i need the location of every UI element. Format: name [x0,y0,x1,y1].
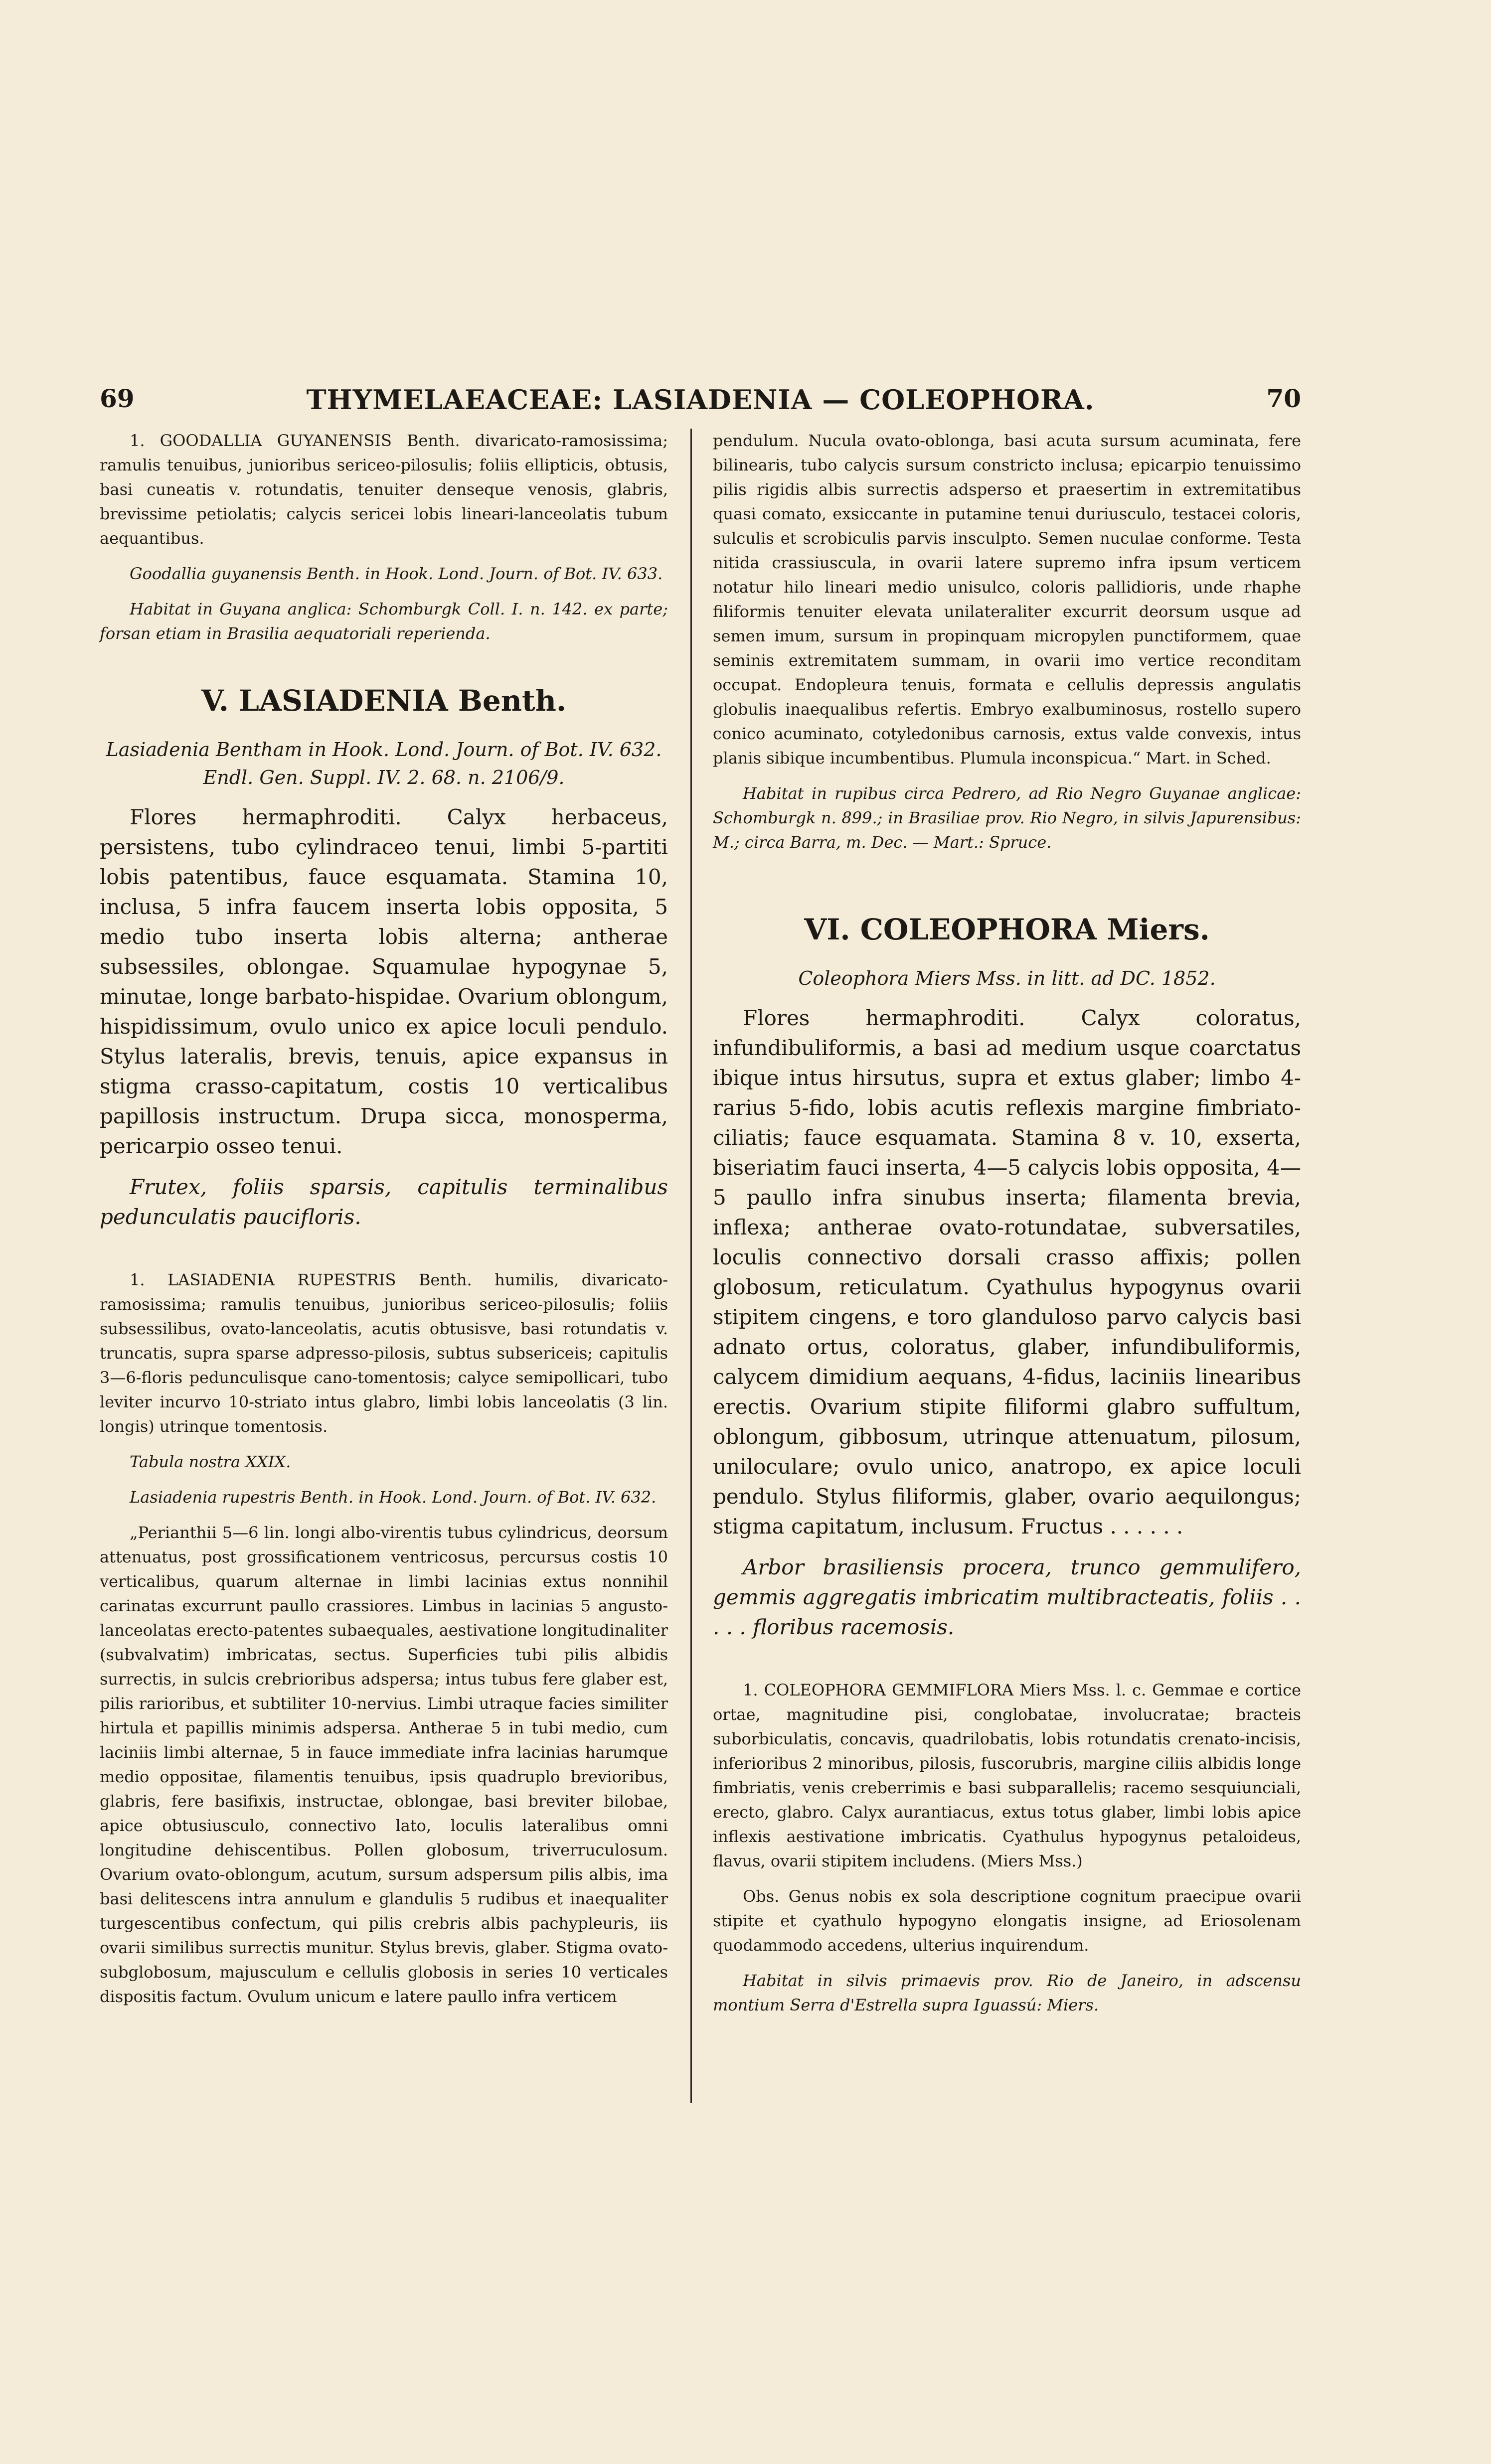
goodallia-habitat: Habitat in Guyana anglica: Schomburgk Coll. I. n. 142. ex parte; forsan etiam in Brasilia aequatoriali reperienda. [100,600,668,643]
running-header [100,384,1301,419]
coleophora-gemmiflora-description: 1. COLEOPHORA GEMMIFLORA Miers Mss. l. c. Gemmae e cortice ortae, magnitudine pisi, conglobatae, involucratae; bracteis suborbiculatis, concavis, quadrilobatis, lobis rotundatis crenato-incisis, inferioribus 2 minoribus, pilosis, fuscorubris, margine ciliis albidis longe fimbriatis, venis creberrimis e basi subparallelis; racemo sesquiunciali, erecto, glabro. Calyx aurantiacus, extus totus glaber, limbi lobis apice inflexis aestivatione imbricatis. Cyathulus hypogynus petaloideus, flavus, ovarii stipitem includens. (Miers Mss.) [713,1681,1301,1870]
coleophora-description: Flores hermaphroditi. Calyx coloratus, infundibuliformis, a basi ad medium usque coarctatus ibique intus hirsutus, supra et extus glaber; limbo 4- rarius 5-fido, lobis acutis reflexis margine fimbriato-ciliatis; fauce esquamata. Stamina 8 v. 10, exserta, biseriatim fauci inserta, 4—5 calycis lobis opposita, 4—5 paullo infra sinubus inserta; filamenta brevia, inflexa; antherae ovato-rotundatae, subversatiles, loculis connectivo dorsali crasso affixis; pollen globosum, reticulatum. Cyathulus hypogynus ovarii stipitem cingens, e toro glanduloso parvo calycis basi adnato ortus, coloratus, glaber, infundibuliformis, calycem dimidium aequans, 4-fidus, laciniis linearibus erectis. Ovarium stipite filiformi glabro suffultum, oblongum, gibbosum, utrinque attenuatum, pilosum, uniloculare; ovulo unico, anatropo, ex apice loculi pendulo. Stylus filiformis, glaber, ovario aequilongus; stigma capitatum, inclusum. Fructus . . . . . . [713,1006,1301,1539]
lasiadenia-rupestris-quote: „Perianthii 5—6 lin. longi albo-virentis tubus cylindricus, deorsum attenuatus, post grossificationem ventricosus, percursus costis 10 verticalibus, quarum alternae in limbi lacinias extus nonnihil carinatas excurrunt paullo crassiores. Limbus in lacinias 5 angusto-lanceolatas erecto-patentes subaequales, aestivatione longitudinaliter (subvalvatim) imbricatas, sectus. Superficies tubi pilis albidis surrectis, in sulcis crebrioribus adspersa; intus tubus fere glaber est, pilis rarioribus, et subtiliter 10-nervius. Limbi utraque facies similiter hirtula et papillis minimis adspersa. Antherae 5 in tubi medio, cum laciniis limbi alternae, 5 in fauce immediate infra lacinias harumque medio oppositae, filamentis tenuibus, ipsis quadruplo brevioribus, glabris, fere basifixis, instructae, oblongae, basi breviter bilobae, apice obtusiusculo, connectivo lato, loculis lateralibus omni longitudine dehiscentibus. Pollen globosum, triverruculosum. Ovarium ovato-oblongum, acutum, sursum adspersum pilis albis, ima basi delitescens intra annulum e glandulis 5 rudibus et inaequaliter turgescentibus confectum, qui pilis crebris albis pachypleuris, iis ovarii similibus surrectis munitur. Stylus brevis, glaber. Stigma ovato-subglobosum, majusculum e cellulis globosis in series 10 verticales dispositis factum. Ovulum unicum e latere paullo infra verticem [100,1523,668,2006]
coleophora-observation: Obs. Genus nobis ex sola descriptione cognitum praecipue ovarii stipite et cyathulo hypogyno elongatis insigne, ad Eriosolenam quodammodo accedens, ulterius inquirendum. [713,1887,1301,1955]
lasiadenia-habitat: Habitat in rupibus circa Pedrero, ad Rio Negro Guyanae anglicae: Schomburgk n. 899.; in Brasiliae prov. Rio Negro, in silvis Japurensibus: M.; circa Barra, m. Dec. — Mart.: Spruce. [713,784,1301,852]
coleophora-habit: Arbor brasiliensis procera, trunco gemmulifero, gemmis aggregatis imbricatim multibracteatis, foliis . . . . . floribus racemosis. [713,1555,1301,1639]
goodallia-reference: Goodallia guyanensis Benth. in Hook. Lond. Journ. of Bot. IV. 633. [130,564,663,583]
genus-title-coleophora: VI. COLEOPHORA Miers. [804,913,1210,946]
lasiadenia-reference: Lasiadenia Bentham in Hook. Lond. Journ. of Bot. IV. 632. Endl. Gen. Suppl. IV. 2. 68. n. 2106/9. [106,739,662,788]
coleophora-habitat: Habitat in silvis primaevis prov. Rio de Janeiro, in adscensu montium Serra d'Estrella supra Iguassú: Miers. [713,1971,1301,2014]
goodallia-description: 1. GOODALLIA GUYANENSIS Benth. divaricato-ramosissima; ramulis tenuibus, junioribus sericeo-pilosulis; foliis ellipticis, obtusis, basi cuneatis v. rotundatis, tenuiter denseque venosis, glabris, brevissime petiolatis; calycis sericei lobis lineari-lanceolatis tubum aequantibus. [100,431,668,548]
running-title: THYMELAEACEAE: LASIADENIA — COLEOPHORA. [306,384,1095,416]
right-column [713,429,1301,2028]
genus-title-lasiadenia: V. LASIADENIA Benth. [201,684,567,718]
tabula-reference: Tabula nostra XXIX. [130,1452,291,1471]
lasiadenia-rupestris-description: 1. LASIADENIA RUPESTRIS Benth. humilis, divaricato-ramosissima; ramulis tenuibus, junioribus sericeo-pilosulis; foliis subsessilibus, ovato-lanceolatis, acutis obtusisve, basi rotundatis v. truncatis, supra sparse adpresso-pilosis, subtus subsericeis; capitulis 3—6-floris pedunculisque cano-tomentosis; calyce semipollicari, tubo leviter incurvo 10-striato intus glabro, limbi lobis lanceolatis (3 lin. longis) utrinque tomentosis. [100,1270,668,1436]
lasiadenia-habit: Frutex, foliis sparsis, capitulis terminalibus pedunculatis paucifloris. [100,1175,668,1229]
page-number-right: 70 [1266,384,1301,413]
column-divider [690,429,692,2103]
page-number-left: 69 [100,384,135,413]
lasiadenia-rupestris-reference: Lasiadenia rupestris Benth. in Hook. Lond. Journ. of Bot. IV. 632. [130,1488,657,1507]
quote-continuation: pendulum. Nucula ovato-oblonga, basi acuta sursum acuminata, fere bilinearis, tubo calycis sursum constricto inclusa; epicarpio tenuissimo pilis rigidis albis surrectis adsperso et praesertim in extremitatibus quasi comato, exsiccante in putamine tenui duriusculo, testacei coloris, sulculis et scrobiculis parvis insculpto. Semen nuculae conforme. Testa nitida crassiuscula, in ovarii latere supremo infra ipsum verticem notatur hilo lineari medio unisulco, coloris pallidioris, unde rhaphe filiformis tenuiter elevata unilateraliter excurrit deorsum usque ad semen imum, sursum in propinquam micropylen punctiformem, quae seminis extremitatem summam, in ovarii imo vertice reconditam occupat. Endopleura tenuis, formata e cellulis depressis angulatis globulis inaequalibus refertis. Embryo exalbuminosus, rostello supero conico acuminato, cotyledonibus carnosis, extus valde convexis, intus planis sibique incumbentibus. Plumula inconspicua.“ Mart. in Sched. [713,431,1301,768]
coleophora-reference: Coleophora Miers Mss. in litt. ad DC. 1852. [798,967,1216,989]
lasiadenia-description: Flores hermaphroditi. Calyx herbaceus, persistens, tubo cylindraceo tenui, limbi 5-partiti lobis patentibus, fauce esquamata. Stamina 10, inclusa, 5 infra faucem inserta lobis opposita, 5 medio tubo inserta lobis alterna; antherae subsessiles, oblongae. Squamulae hypogynae 5, minutae, longe barbato-hispidae. Ovarium oblongum, hispidissimum, ovulo unico ex apice loculi pendulo. Stylus lateralis, brevis, tenuis, apice expansus in stigma crasso-capitatum, costis 10 verticalibus papillosis instructum. Drupa sicca, monosperma, pericarpio osseo tenui. [100,805,668,1158]
left-column [100,429,668,2020]
